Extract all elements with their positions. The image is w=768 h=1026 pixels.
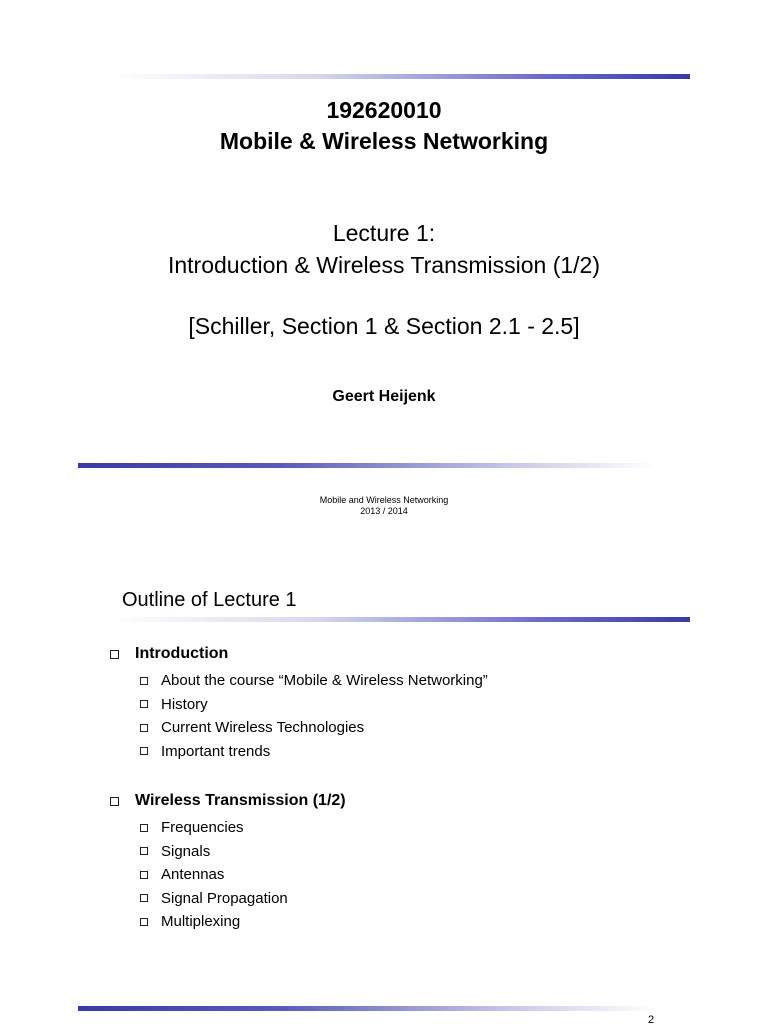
square-bullet-icon xyxy=(110,650,119,659)
footer-year: 2013 / 2014 xyxy=(360,506,408,516)
outline-subitem-label: Signal Propagation xyxy=(161,889,288,907)
outline-subitem-label: Signals xyxy=(161,842,211,860)
outline-subitem xyxy=(140,840,346,864)
outline-heading: Introduction xyxy=(135,645,229,662)
slide2-top-rule xyxy=(112,617,690,622)
outline-section-introduction xyxy=(110,643,488,763)
outline-subitem xyxy=(140,816,346,840)
square-bullet-icon xyxy=(140,847,148,855)
square-bullet-icon xyxy=(140,677,148,685)
outline-item xyxy=(110,643,488,763)
outline-heading: Wireless Transmission (1/2) xyxy=(135,792,346,809)
course-code: 192620010 xyxy=(326,97,442,123)
slide2-bottom-rule xyxy=(78,1006,656,1011)
square-bullet-icon xyxy=(140,700,148,708)
outline-subitem-label: Multiplexing xyxy=(161,913,241,931)
square-bullet-icon xyxy=(140,894,148,902)
outline-subitem xyxy=(140,740,488,764)
outline-subitem-label: About the course “Mobile & Wireless Networking” xyxy=(161,672,488,690)
outline-subitem-label: Important trends xyxy=(161,742,271,760)
outline-subitem xyxy=(140,910,346,934)
square-bullet-icon xyxy=(140,918,148,926)
page-number: 2 xyxy=(648,1014,655,1026)
outline-subitem-label: Frequencies xyxy=(161,819,244,837)
outline-subitem xyxy=(140,716,488,740)
outline-subitem xyxy=(140,863,346,887)
outline-subitem xyxy=(140,669,488,693)
course-title: Mobile & Wireless Networking xyxy=(219,128,549,154)
author-name: Geert Heijenk xyxy=(332,388,436,405)
slide1-bottom-rule xyxy=(78,463,656,468)
slide1-top-rule xyxy=(112,74,690,79)
outline-section-wireless-transmission xyxy=(110,790,346,934)
square-bullet-icon xyxy=(140,724,148,732)
footer-course: Mobile and Wireless Networking xyxy=(319,495,449,505)
outline-subitem xyxy=(140,693,488,717)
square-bullet-icon xyxy=(140,824,148,832)
outline-subitem-label: Antennas xyxy=(161,866,225,884)
outline-item xyxy=(110,790,346,934)
outline-subitem xyxy=(140,887,346,911)
outline-subitem-label: Current Wireless Technologies xyxy=(161,719,365,737)
lecture-reference: [Schiller, Section 1 & Section 2.1 - 2.5] xyxy=(188,313,580,339)
lecture-title: Lecture 1: xyxy=(332,220,436,246)
square-bullet-icon xyxy=(110,797,119,806)
square-bullet-icon xyxy=(140,871,148,879)
lecture-subtitle: Introduction & Wireless Transmission (1/2) xyxy=(167,252,601,278)
outline-title: Outline of Lecture 1 xyxy=(122,589,297,611)
outline-subitem-label: History xyxy=(161,695,208,713)
square-bullet-icon xyxy=(140,747,148,755)
